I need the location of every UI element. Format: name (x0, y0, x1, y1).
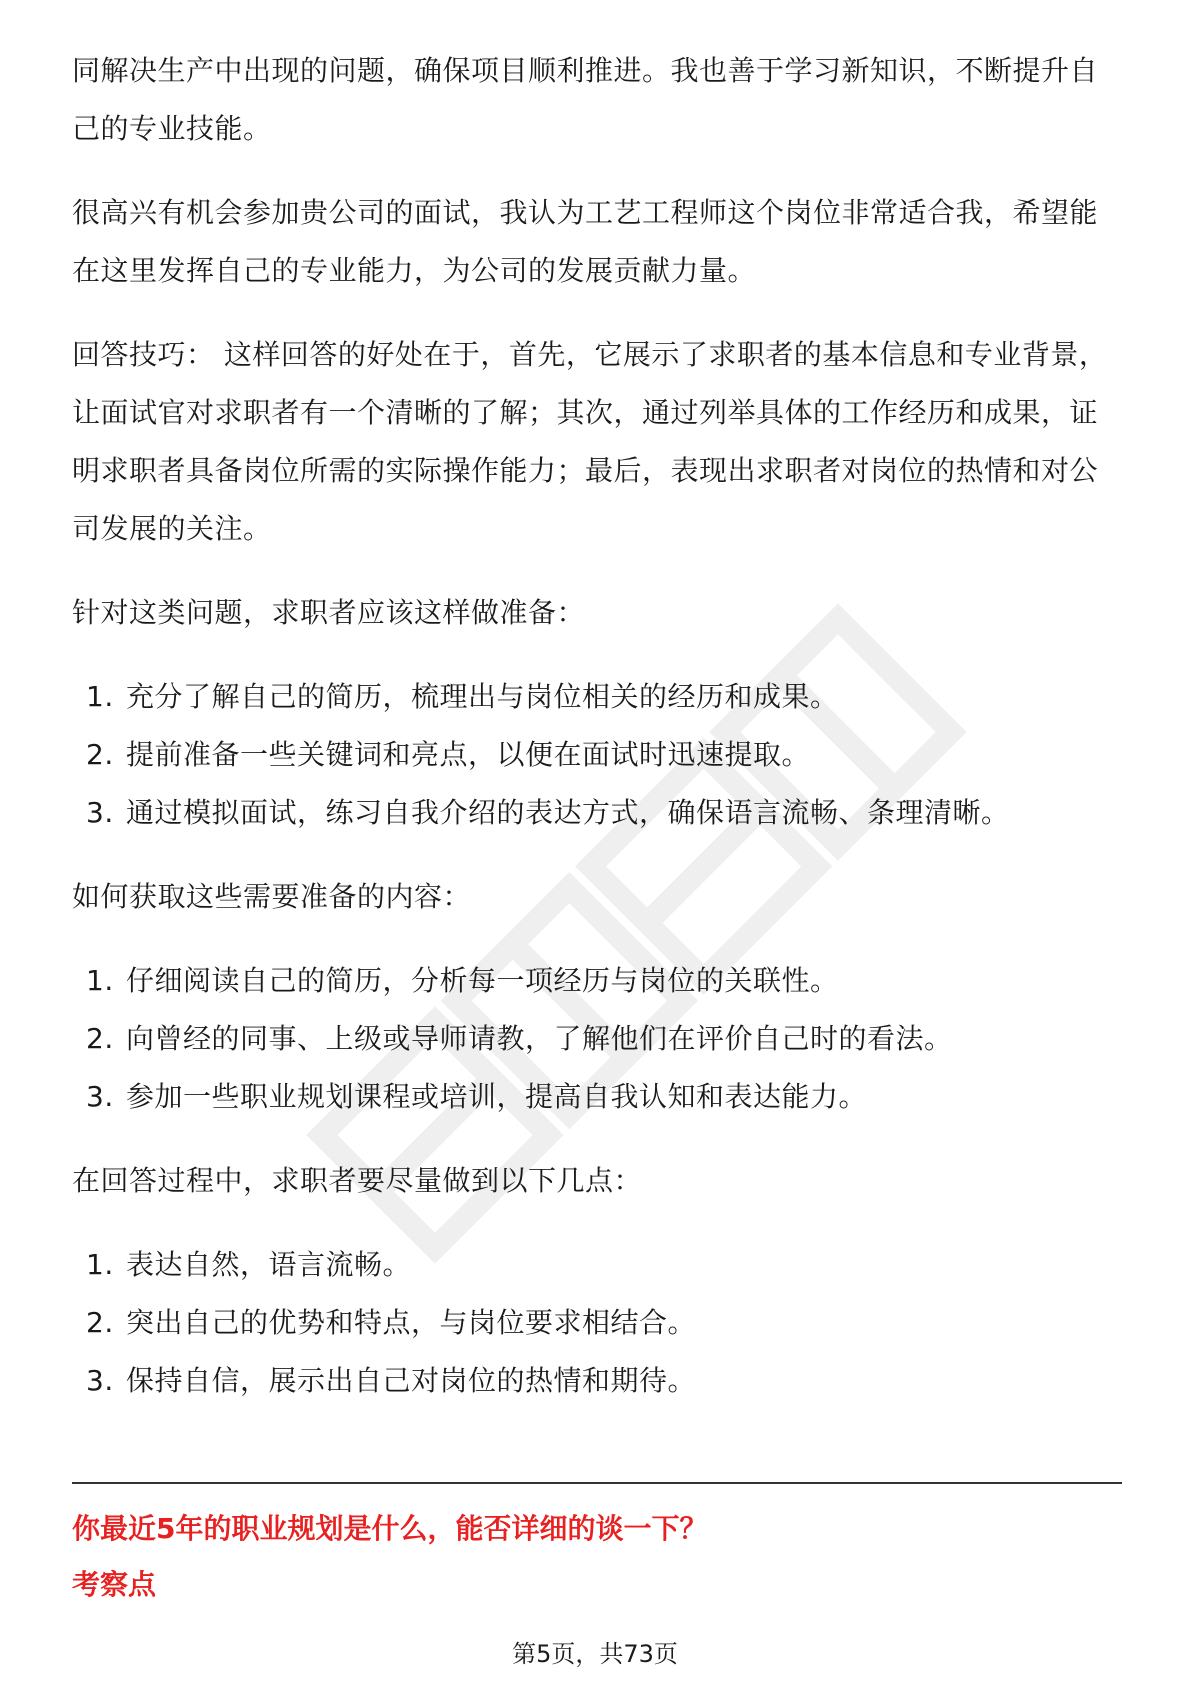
list-number: 1. (86, 1248, 114, 1281)
list-number: 3. (86, 796, 114, 829)
obtain-list (72, 952, 1122, 1126)
paragraph-conclusion: 同解决生产中出现的问题，确保项目顺利推进。我也善于学习新知识，不断提升自己的专业技能。 (72, 54, 1099, 145)
prepare-list (72, 668, 1122, 842)
paragraph-answer-tips: 回答技巧： 这样回答的好处在于，首先，它展示了求职者的基本信息和专业背景，让面试官对求职者有一个清晰的了解；其次，通过列举具体的工作经历和成果，证明求职者具备岗位所需的实际操作能力；最后，表现出求职者对岗位的热情和对公司发展的关注。 (72, 338, 1108, 545)
list-item (72, 726, 1122, 784)
main-content (72, 42, 1122, 1436)
section-prepare-intro: 针对这类问题，求职者应该这样做准备： (72, 596, 586, 629)
list-number: 3. (86, 1364, 114, 1397)
list-text: 突出自己的优势和特点，与岗位要求相结合。 (126, 1306, 697, 1339)
list-number: 2. (86, 1306, 114, 1339)
list-number: 1. (86, 964, 114, 997)
list-text: 充分了解自己的简历，梳理出与岗位相关的经历和成果。 (126, 680, 839, 713)
list-text: 通过模拟面试，练习自我介绍的表达方式，确保语言流畅、条理清晰。 (126, 796, 1010, 829)
list-text: 保持自信，展示出自己对岗位的热情和期待。 (126, 1364, 697, 1397)
list-text: 仔细阅读自己的简历，分析每一项经历与岗位的关联性。 (126, 964, 839, 997)
list-item (72, 668, 1122, 726)
list-item (72, 1352, 1122, 1410)
section-divider (72, 1482, 1122, 1484)
list-number: 1. (86, 680, 114, 713)
list-item (72, 1068, 1122, 1126)
list-item (72, 1236, 1122, 1294)
list-number: 2. (86, 738, 114, 771)
list-text: 表达自然，语言流畅。 (126, 1248, 412, 1281)
answer-list (72, 1236, 1122, 1410)
list-text: 提前准备一些关键词和亮点，以便在面试时迅速提取。 (126, 738, 811, 771)
list-number: 2. (86, 1022, 114, 1055)
paragraph-closing: 很高兴有机会参加贵公司的面试，我认为工艺工程师这个岗位非常适合我，希望能在这里发挥自己的专业能力，为公司的发展贡献力量。 (72, 196, 1099, 287)
list-number: 3. (86, 1080, 114, 1113)
list-item (72, 1010, 1122, 1068)
list-item (72, 1294, 1122, 1352)
list-item (72, 784, 1122, 842)
list-text: 向曾经的同事、上级或导师请教，了解他们在评价自己时的看法。 (126, 1022, 953, 1055)
page-footer: 第5页，共73页 (512, 1640, 678, 1668)
list-item (72, 952, 1122, 1010)
subheading-focus-points: 考察点 (72, 1568, 157, 1601)
section-answer-intro: 在回答过程中，求职者要尽量做到以下几点： (72, 1164, 643, 1197)
question-heading: 你最近5年的职业规划是什么，能否详细的谈一下？ (72, 1512, 708, 1545)
list-text: 参加一些职业规划课程或培训，提高自我认知和表达能力。 (126, 1080, 868, 1113)
section-obtain-intro: 如何获取这些需要准备的内容： (72, 880, 472, 913)
